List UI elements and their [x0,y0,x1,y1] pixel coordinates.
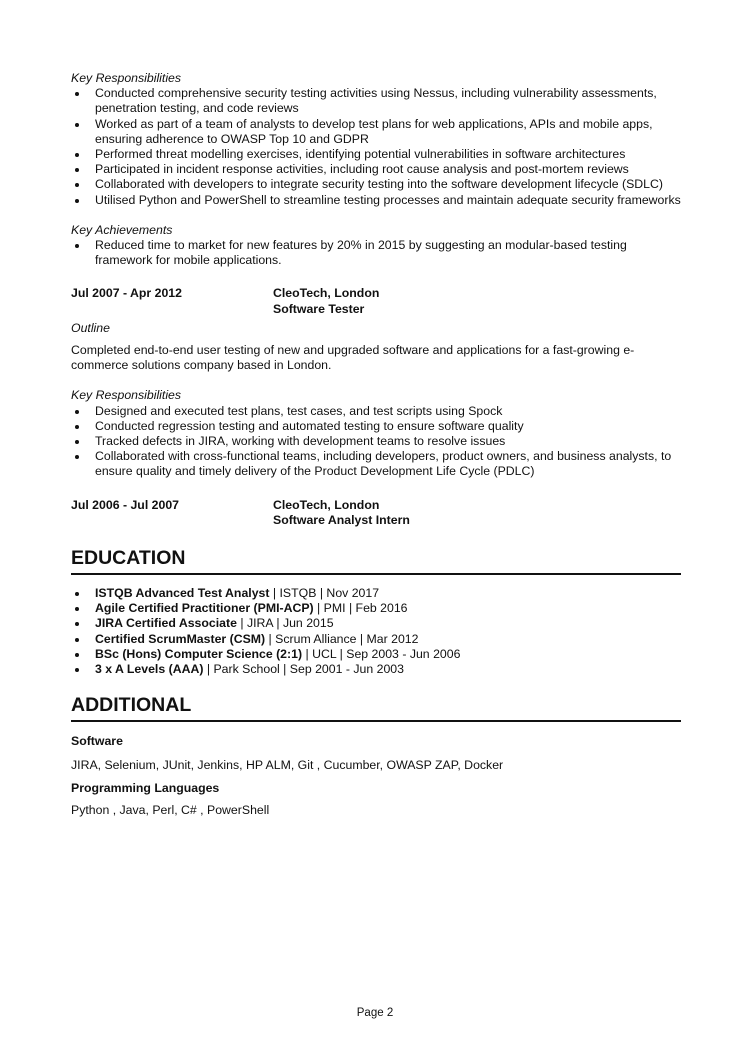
company-name: CleoTech, London [273,497,380,512]
education-name: ISTQB Advanced Test Analyst [95,586,270,601]
education-details: | Park School | Sep 2001 - Jun 2003 [203,662,404,677]
list-item: Conducted comprehensive security testing activities using Nessus, including vulnerability assessments, penetration testing, and code reviews [71,86,681,116]
education-name: Certified ScrumMaster (CSM) [95,631,266,646]
software-list: JIRA, Selenium, JUnit, Jenkins, HP ALM, Git , Cucumber, OWASP ZAP, Docker [71,757,504,772]
job-header [71,498,681,528]
education-item [71,632,681,647]
list-item: Tracked defects in JIRA, working with development teams to resolve issues [71,434,681,449]
list-item: Performed threat modelling exercises, identifying potential vulnerabilities in software architectures [71,147,681,162]
education-item [71,586,681,601]
list-item: Designed and executed test plans, test cases, and test scripts using Spock [71,404,681,419]
education-details: | Scrum Alliance | Mar 2012 [265,631,419,646]
job-dates: Jul 2007 - Apr 2012 [71,286,182,301]
company-name: CleoTech, London [273,286,380,301]
education-list [71,586,681,677]
job-info [273,498,410,528]
job-title: Software Tester [273,301,365,316]
responsibilities-list [71,404,681,480]
outline-label: Outline [71,320,110,335]
achievements-label: Key Achievements [71,222,173,237]
education-item [71,601,681,616]
job-dates: Jul 2006 - Jul 2007 [71,497,180,512]
education-item [71,662,681,677]
software-label: Software [71,734,123,749]
resume-page [71,71,681,818]
responsibilities-list [71,86,681,208]
education-details: | UCL | Sep 2003 - Jun 2006 [302,646,461,661]
education-name: BSc (Hons) Computer Science (2:1) [95,646,303,661]
list-item: Collaborated with cross-functional teams, including developers, product owners, and business analysts, to ensure quality and timely delivery of the Product Development Life Cycle (PDLC) [71,449,681,479]
list-item: Worked as part of a team of analysts to develop test plans for web applications, APIs and mobile apps, ensuring adherence to OWASP Top 10 and GDPR [71,117,681,147]
responsibilities-label: Key Responsibilities [71,388,182,403]
education-details: | PMI | Feb 2016 [313,601,408,616]
education-name: Agile Certified Practitioner (PMI-ACP) [95,601,314,616]
job-info [273,286,379,316]
achievements-list [71,238,681,268]
languages-list: Python , Java, Perl, C# , PowerShell [71,802,270,817]
page-number: Page 2 [356,1007,394,1019]
job-title: Software Analyst Intern [273,512,410,527]
additional-heading: ADDITIONAL [71,693,681,722]
list-item: Collaborated with developers to integrate security testing into the software development lifecycle (SDLC) [71,177,681,192]
education-details: | ISTQB | Nov 2017 [269,586,380,601]
list-item: Utilised Python and PowerShell to streamline testing processes and maintain adequate security frameworks [71,193,681,208]
responsibilities-label: Key Responsibilities [71,71,182,85]
education-details: | JIRA | Jun 2015 [236,616,334,631]
education-heading: EDUCATION [71,546,681,575]
outline-text: Completed end-to-end user testing of new and upgraded software and applications for a fast-growing e-commerce solutions company based in London. [71,343,635,373]
education-item [71,647,681,662]
job-header [71,286,681,316]
list-item: Participated in incident response activities, including root cause analysis and post-mortem reviews [71,162,681,177]
list-item: Conducted regression testing and automated testing to ensure software quality [71,419,681,434]
education-name: JIRA Certified Associate [95,616,237,631]
list-item: Reduced time to market for new features by 20% in 2015 by suggesting an modular-based testing framework for mobile applications. [71,238,681,268]
education-item [71,616,681,631]
languages-label: Programming Languages [71,780,220,795]
education-name: 3 x A Levels (AAA) [95,662,204,677]
